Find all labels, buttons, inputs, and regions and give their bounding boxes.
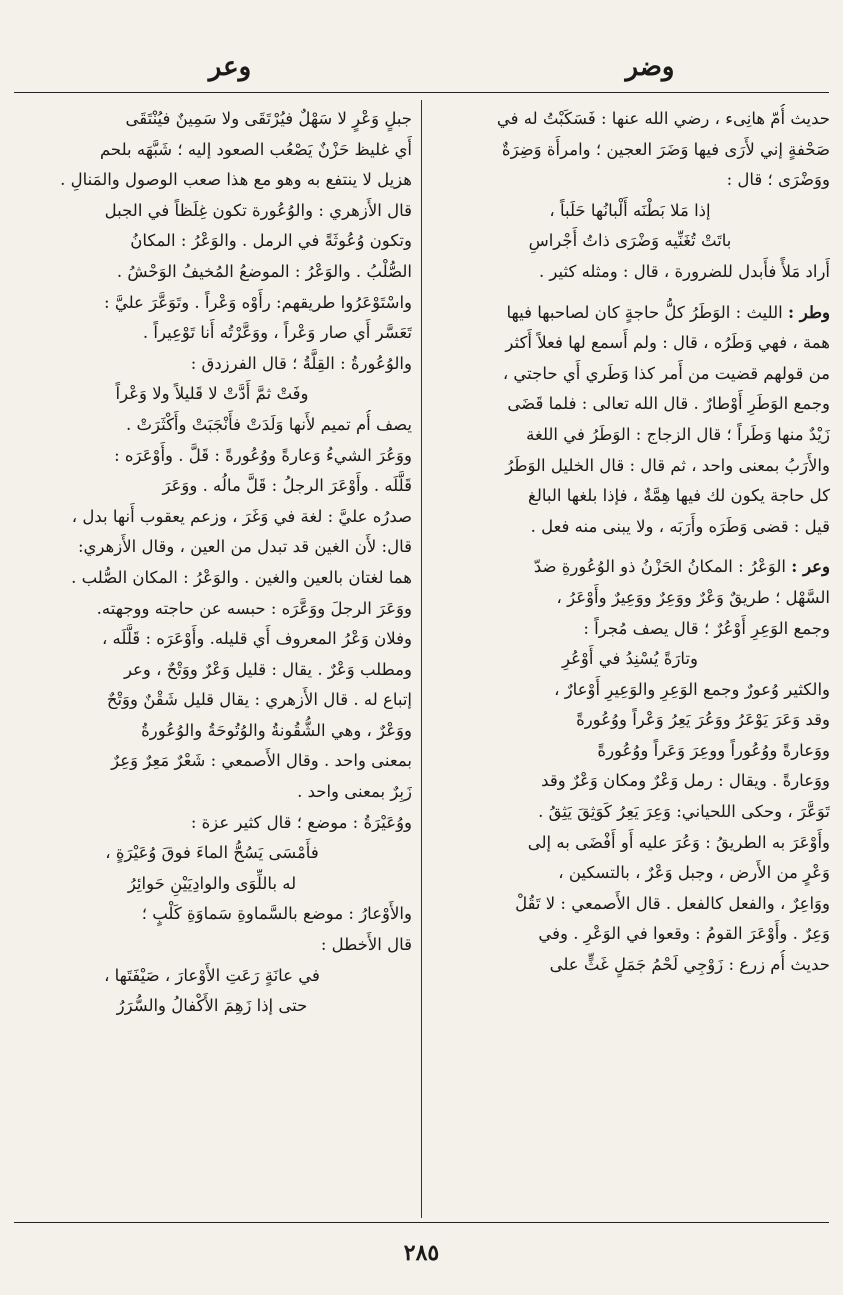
entry-first-line bbox=[430, 298, 830, 329]
text-line: الصُّلْبُ . والوَعْرُ : الموضعُ المُخيفُ الوَحْشُ . bbox=[116, 261, 412, 281]
text-line: واسْتَوْعَرُوا طريقهم: رأَوْه وَعْراً . وتَوَعَّرَ عليَّ : bbox=[104, 292, 412, 312]
header-root-word-left: وعر bbox=[208, 52, 252, 82]
text-line: هزيل لا ينتفع به وهو مع هذا صعب الوصول والمَنالِ . bbox=[60, 170, 412, 190]
page-number: ٢٨٥ bbox=[403, 1240, 440, 1266]
text-line: وجمع الوَعِرِ أَوْعُرٌ ؛ قال يصف مُجراً : bbox=[583, 618, 830, 638]
text-line: ووَعُرَ الشيءُ وَعارةً ووُعُورةً : قَلَّ . وأَوْعَرَه : bbox=[114, 445, 412, 465]
left-column bbox=[12, 104, 412, 1216]
header-rule bbox=[14, 92, 829, 93]
text-line: وَعْرٍ من الأَرض ، وجبل وَعْرٌ ، بالتسكين ، bbox=[558, 863, 830, 883]
text-line: وتكون وُعُوثَةً في الرمل . والوَعْرُ : المكانُ bbox=[130, 231, 412, 251]
text-line: حديث أُم زرع : زَوْجِي لَحْمُ جَمَلٍ غَثٍّ على bbox=[549, 955, 830, 975]
text-line: أَي غليظ حَزْنٌ يَصْعُب الصعود إليه ؛ شَبَّهَه بلحم bbox=[99, 139, 412, 159]
verse-line: إذا مَلا بَطْنَه أَلْبانُها حَلَباً ، bbox=[549, 200, 711, 220]
text-line: زَبِرٌ بمعنى واحد . bbox=[297, 782, 412, 802]
verse-line: وتارَةً يُسْنِدُ في أَوْعُرِ bbox=[561, 649, 699, 669]
text-line: هما لغتان بالعين والغين . والوَعْرُ : المكان الصُّلب . bbox=[71, 567, 412, 587]
verse-line: وفَتْ ثمَّ أَدَّتْ لا قَليلاً ولا وَعْراً bbox=[115, 384, 309, 404]
verse-line: حتى إذا زَهِمَ الأَكْفالُ والسُّرَرُ bbox=[116, 996, 308, 1016]
entry-headword: وعر : bbox=[791, 557, 830, 577]
entry-headword: وطر : bbox=[787, 302, 830, 322]
text-line: تَعَسَّر أَي صار وَعْراً ، ووَعَّرْتُه أَنا تَوْعِيراً . bbox=[142, 323, 412, 343]
verse-line: له باللِّوَى والوادِيَيْنِ حَوائِرُ bbox=[127, 873, 297, 893]
text-line: ووَعَرَ الرجلَ ووَعَّرَه : حبسه عن حاجته ووجهته. bbox=[96, 598, 412, 618]
text-line: همة ، فهي وَطَرُه ، قال : ولم أَسمع لها فعلاً أَكثر bbox=[505, 333, 830, 353]
text-line: وَعِرٌ . وأَوْعَرَ القومُ : وقعوا في الوَعْرِ . وفي bbox=[538, 924, 830, 944]
entry-text: الوَعْرُ : المكانُ الحَزْنُ ذو الوُعُورةِ ضدّ bbox=[533, 557, 786, 577]
text-line: ووَعارةً ووُعُوراً ووعِرَ وَعَراً ووُعُورةً bbox=[597, 740, 830, 760]
text-line: ووَعْرٌ ، وهي الشُّقُونةُ والوُتُوحَةُ والوُعُورةُ bbox=[141, 720, 412, 740]
right-column bbox=[430, 104, 830, 1216]
text-line: حديث أُمّ هانِىء ، رضي الله عنها : فَسَكَبْتُ له في bbox=[496, 109, 830, 128]
text-line: ووُعَيْرَةُ : موضع ؛ قال كثير عزة : bbox=[190, 812, 412, 832]
text-line: قَلَّلَه . وأَوْعَرَ الرجلُ : قَلَّ مالُه . ووَعَرَ bbox=[162, 476, 412, 496]
text-line: زَيْدٌ منها وَطَراً ؛ قال الزجاج : الوَطَرُ في اللغة bbox=[526, 424, 830, 444]
text-line: ووَاعِرٌ ، والفعل كالفعل . قال الأَصمعي : لا تَقُلْ bbox=[515, 893, 830, 913]
verse-line: في عانَةٍ رَعَتِ الأَوْعارَ ، صَيْفَتَها ، bbox=[104, 965, 320, 985]
text-line: وأَوْعَرَ به الطريقُ : وَعُرَ عليه أَو أَفْضَى به إلى bbox=[527, 832, 830, 852]
text-line: من قولهم قضيت من أَمر كذا وَطَري أَي حاجتي ، bbox=[502, 363, 830, 383]
text-line: إتباع له . قال الأَزهري : يقال قليل شَقْنٌ ووَتْحٌ bbox=[106, 690, 412, 710]
text-line: والأَرَبُ بمعنى واحد ، ثم قال : قال الخليل الوَطَرُ bbox=[505, 455, 830, 475]
text-line: قال الأَخطل : bbox=[320, 935, 412, 955]
text-line: قال: لأَن الغين قد تبدل من العين ، وقال الأَزهري: bbox=[77, 537, 412, 557]
text-line: كل حاجة يكون لك فيها هِمَّةٌ ، فإذا بلغها البالغ bbox=[528, 486, 830, 506]
header-root-word-right: وضر bbox=[625, 52, 675, 82]
column-divider bbox=[421, 100, 422, 1218]
text-line: وفلان وَعْرُ المعروف أَي قليله. وأَوْعَرَه : قَلَّلَه ، bbox=[101, 629, 412, 649]
text-line: والأَوْعارُ : موضع بالسَّماوةِ سَماوَةِ كَلْبٍ ؛ bbox=[141, 904, 412, 924]
text-line: ووَضْرَى ؛ قال : bbox=[726, 170, 830, 190]
text-line: ومطلب وَعْرٌ . يقال : قليل وَعْرٌ ووَتْحٌ ، وعر bbox=[123, 659, 412, 679]
text-line: والكثير وُعورٌ وجمع الوَعِرِ والوَعِيرِ أَوْعارٌ ، bbox=[554, 679, 830, 699]
footer-rule bbox=[14, 1222, 829, 1223]
text-line: يصف أُم تميم لأَنها وَلَدَتْ فأَنْجَبَتْ وأَكْثَرَتْ . bbox=[125, 414, 412, 434]
entry-first-line bbox=[430, 552, 830, 583]
verse-line: باتَتْ تُغَنِّيه وَضْرَى ذاتُ أَجْراسِ bbox=[528, 231, 732, 251]
text-line: أَراد مَلأً فأَبدل للضرورة ، قال : ومثله كثير . bbox=[538, 261, 830, 281]
text-line: وجمع الوَطَرِ أَوْطارٌ . قال الله تعالى : فلما قَضَى bbox=[507, 394, 830, 414]
text-line: وقد وَعَرَ يَوْعَرُ ووَعُرَ يَعِرُ وَعْراً ووُعُورةً bbox=[576, 710, 830, 730]
text-line: بمعنى واحد . وقال الأَصمعي : شَعْرٌ مَعِرٌ وَعِرٌ bbox=[111, 751, 412, 771]
text-line: ووَعارةً . ويقال : رمل وَعْرٌ ومكان وَعْرٌ وقد bbox=[541, 771, 830, 791]
text-line: قال الأَزهري : والوُعُورة تكون غِلَظاً في الجبل bbox=[104, 200, 412, 220]
text-line: جبلٍ وَعْرٍ لا سَهْلٌ فيُرْتَقَى ولا سَمِينٌ فيُنْتَقَى bbox=[125, 109, 412, 128]
text-line: السَّهْل ؛ طريقٌ وَعْرٌ ووَعِرٌ ووَعِيرٌ وأَوْعَرُ ، bbox=[556, 587, 830, 607]
text-line: صَحْفةٍ إني لأَرَى فيها وَضَرَ العجين ؛ وامرأَة وَضِرَةٌ bbox=[501, 139, 830, 159]
entry-text: الليث : الوَطَرُ كلُّ حاجةٍ كان لصاحبها فيها bbox=[506, 302, 783, 322]
text-line: والوُعُورةُ : القِلَّةُ ؛ قال الفرزدق : bbox=[190, 353, 412, 373]
text-line: صدرُه عليَّ : لغة في وَغَرَ ، وزعم يعقوب أَنها بدل ، bbox=[71, 506, 412, 526]
entry-spacer bbox=[430, 542, 830, 552]
text-line: تَوَعَّرَ ، وحكى اللحياني: وَعِرَ يَعِرُ كَوَثِقَ يَثِقُ . bbox=[538, 802, 830, 822]
text-line: قيل : قضى وَطَرَه وأَرَبَه ، ولا يبنى منه فعل . bbox=[530, 516, 830, 536]
entry-spacer bbox=[430, 288, 830, 298]
verse-line: فأَمْسَى يَسُحُّ الماءَ فوقَ وُعَيْرَةٍ ، bbox=[105, 843, 319, 863]
